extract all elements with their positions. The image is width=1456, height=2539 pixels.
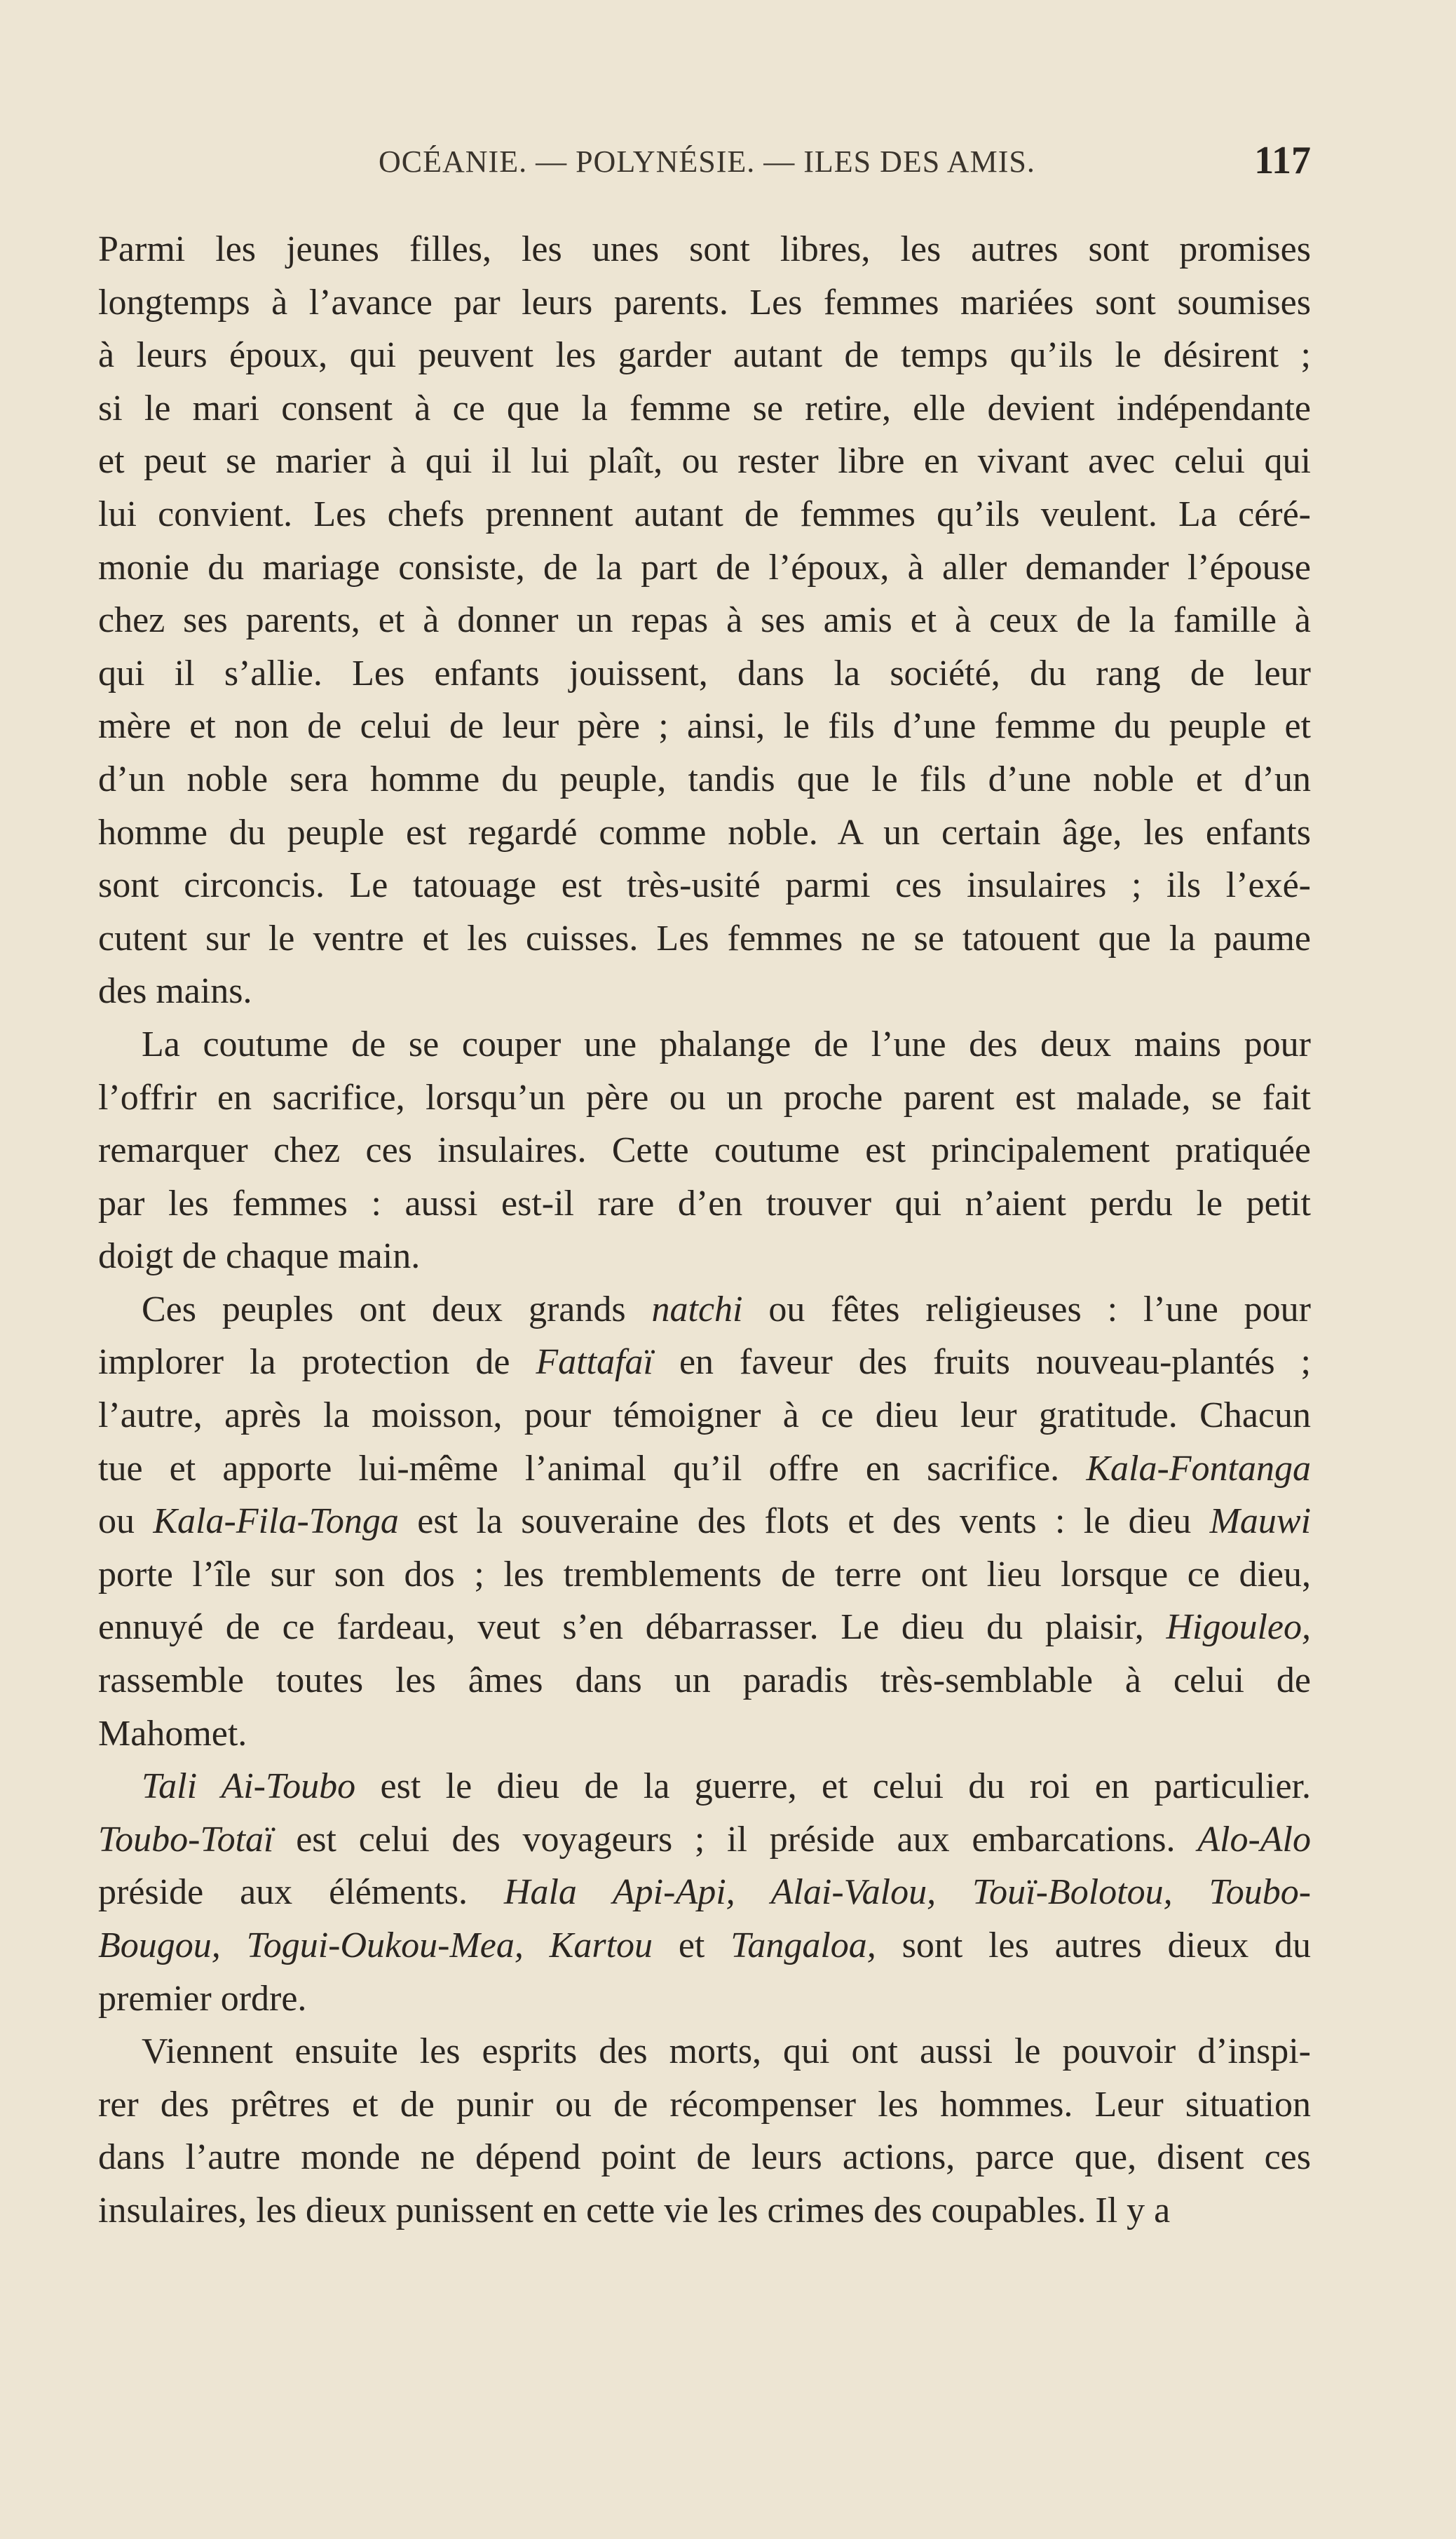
text-line bbox=[98, 2078, 1311, 2132]
text-run: cutent sur le ventre et les cuisses. Les femmes ne se tatouent que la paume bbox=[98, 918, 1311, 959]
text-run: longtemps à l’avance par leurs parents. Les femmes mariées sont soumises bbox=[98, 282, 1311, 323]
text-line bbox=[98, 1548, 1311, 1602]
text-line bbox=[98, 1760, 1311, 1813]
text-run: des mains. bbox=[98, 971, 252, 1012]
text-run: préside aux éléments. bbox=[98, 1872, 504, 1913]
text-run: dans l’autre monde ne dépend point de leurs actions, parce que, disent ces bbox=[98, 2137, 1311, 2178]
text-line bbox=[98, 2025, 1311, 2078]
text-line bbox=[98, 700, 1311, 753]
paragraph bbox=[98, 1018, 1311, 1283]
paragraph bbox=[98, 1760, 1311, 2025]
text-line bbox=[98, 1230, 1311, 1283]
running-head: OCÉANIE. — POLYNÉSIE. — ILES DES AMIS. bbox=[379, 144, 1035, 179]
text-run: ou fêtes religieuses : l’une pour bbox=[742, 1289, 1312, 1329]
text-line bbox=[98, 1707, 1311, 1761]
text-line bbox=[98, 1972, 1311, 2026]
text-run: lui convient. Les chefs prennent autant de femmes qu’ils veulent. La céré- bbox=[98, 494, 1311, 534]
text-run: Parmi les jeunes filles, les unes sont libres, les autres sont promises bbox=[98, 229, 1311, 269]
text-run: porte l’île sur son dos ; les tremblements de terre ont lieu lorsque ce dieu, bbox=[98, 1554, 1311, 1595]
italic-term: Higouleo, bbox=[1166, 1607, 1311, 1648]
text-run: sont les autres dieux du bbox=[876, 1925, 1312, 1965]
text-run: si le mari consent à ce que la femme se retire, elle devient indépendante bbox=[98, 388, 1311, 428]
page-header bbox=[379, 139, 1311, 200]
text-run: remarquer chez ces insulaires. Cette coutume est principalement pratiquée bbox=[98, 1130, 1311, 1171]
text-line bbox=[98, 1124, 1311, 1177]
text-run: est le dieu de la guerre, et celui du roi en particulier. bbox=[355, 1766, 1312, 1807]
text-line bbox=[98, 329, 1311, 382]
text-line bbox=[98, 965, 1311, 1018]
text-run: et bbox=[653, 1925, 731, 1965]
paragraph bbox=[98, 1283, 1311, 1760]
text-run: homme du peuple est regardé comme noble. A un certain âge, les enfants bbox=[98, 812, 1311, 853]
italic-term: Alo-Alo bbox=[1197, 1819, 1311, 1860]
text-line bbox=[98, 753, 1311, 806]
text-line bbox=[98, 1442, 1311, 1496]
text-line bbox=[98, 1866, 1311, 1919]
text-run: à leurs époux, qui peuvent les garder autant de temps qu’ils le désirent ; bbox=[98, 335, 1311, 376]
text-run: ou bbox=[98, 1501, 154, 1542]
text-line bbox=[98, 647, 1311, 700]
text-line bbox=[98, 594, 1311, 647]
text-run: l’offrir en sacrifice, lorsqu’un père ou un proche parent est malade, se fait bbox=[98, 1077, 1311, 1118]
text-line bbox=[98, 1336, 1311, 1389]
text-run: insulaires, les dieux punissent en cette vie les crimes des coupables. Il y a bbox=[98, 2190, 1171, 2230]
text-line bbox=[98, 2184, 1311, 2237]
text-run: sont circoncis. Le tatouage est très-usité parmi ces insulaires ; ils l’exé- bbox=[98, 865, 1311, 906]
text-line bbox=[98, 1654, 1311, 1707]
text-run: monie du mariage consiste, de la part de l’époux, à aller demander l’épouse bbox=[98, 547, 1311, 588]
text-line bbox=[98, 1389, 1311, 1442]
italic-term: Fattafaï bbox=[536, 1342, 653, 1383]
text-run: ennuyé de ce fardeau, veut s’en débarrasser. Le dieu du plaisir, bbox=[98, 1607, 1166, 1648]
text-run: Viennent ensuite les esprits des morts, qui ont aussi le pouvoir d’inspi- bbox=[142, 2031, 1311, 2072]
text-line bbox=[98, 1283, 1311, 1336]
text-run: rer des prêtres et de punir ou de récompenser les hommes. Leur situation bbox=[98, 2084, 1311, 2125]
text-run: premier ordre. bbox=[98, 1978, 307, 2019]
text-run: est celui des voyageurs ; il préside aux embarcations. bbox=[273, 1819, 1198, 1860]
text-line bbox=[98, 2131, 1311, 2184]
text-line bbox=[98, 1177, 1311, 1231]
text-run: chez ses parents, et à donner un repas à ses amis et à ceux de la famille à bbox=[98, 600, 1311, 641]
text-run: Ces peuples ont deux grands bbox=[142, 1289, 652, 1329]
text-line bbox=[98, 912, 1311, 966]
text-line bbox=[98, 1018, 1311, 1071]
text-run: Mahomet. bbox=[98, 1713, 247, 1754]
text-line bbox=[98, 806, 1311, 860]
text-run: mère et non de celui de leur père ; ainsi, le fils d’une femme du peuple et bbox=[98, 706, 1311, 747]
italic-term: Kala-Fila-Tonga bbox=[153, 1501, 399, 1542]
text-line bbox=[98, 435, 1311, 488]
text-line bbox=[98, 382, 1311, 435]
page-number: 117 bbox=[1254, 139, 1311, 182]
text-line bbox=[98, 1601, 1311, 1654]
text-run: rassemble toutes les âmes dans un paradis très-semblable à celui de bbox=[98, 1660, 1311, 1701]
text-run: tue et apporte lui-même l’animal qu’il offre en sacrifice. bbox=[98, 1448, 1087, 1489]
text-line bbox=[98, 488, 1311, 541]
text-run: implorer la protection de bbox=[98, 1342, 536, 1383]
italic-term: Mauwi bbox=[1209, 1501, 1312, 1542]
text-run: qui il s’allie. Les enfants jouissent, dans la société, du rang de leur bbox=[98, 653, 1311, 693]
text-line bbox=[98, 541, 1311, 595]
text-line bbox=[98, 1071, 1311, 1125]
text-line bbox=[98, 1495, 1311, 1548]
text-line bbox=[98, 223, 1311, 276]
text-line bbox=[98, 1919, 1311, 1972]
text-run: est la souveraine des flots et des vents : le dieu bbox=[398, 1501, 1210, 1542]
text-run: l’autre, après la moisson, pour témoigner à ce dieu leur gratitude. Chacun bbox=[98, 1395, 1311, 1436]
text-line bbox=[98, 276, 1311, 330]
italic-term: Bougou, Togui-Oukou-Mea, Kartou bbox=[98, 1925, 653, 1965]
text-run: et peut se marier à qui il lui plaît, ou rester libre en vivant avec celui qui bbox=[98, 441, 1311, 482]
paragraph bbox=[98, 2025, 1311, 2237]
body-text bbox=[98, 223, 1311, 2237]
italic-term: Tali Ai-Toubo bbox=[142, 1766, 356, 1807]
text-run: d’un noble sera homme du peuple, tandis que le fils d’une noble et d’un bbox=[98, 759, 1311, 799]
italic-term: Hala Api-Api, Alai-Valou, Touï-Bolotou, Toubo- bbox=[503, 1872, 1312, 1913]
paragraph bbox=[98, 223, 1311, 1018]
italic-term: natchi bbox=[651, 1289, 743, 1329]
italic-term: Kala-Fontanga bbox=[1086, 1448, 1311, 1489]
italic-term: Tangaloa, bbox=[730, 1925, 876, 1965]
text-line bbox=[98, 1813, 1311, 1867]
text-run: doigt de chaque main. bbox=[98, 1236, 421, 1277]
text-run: par les femmes : aussi est-il rare d’en trouver qui n’aient perdu le petit bbox=[98, 1183, 1311, 1224]
italic-term: Toubo-Totaï bbox=[98, 1819, 274, 1860]
text-run: La coutume de se couper une phalange de l’une des deux mains pour bbox=[142, 1024, 1311, 1064]
text-run: en faveur des fruits nouveau-plantés ; bbox=[653, 1342, 1312, 1383]
text-line bbox=[98, 859, 1311, 912]
